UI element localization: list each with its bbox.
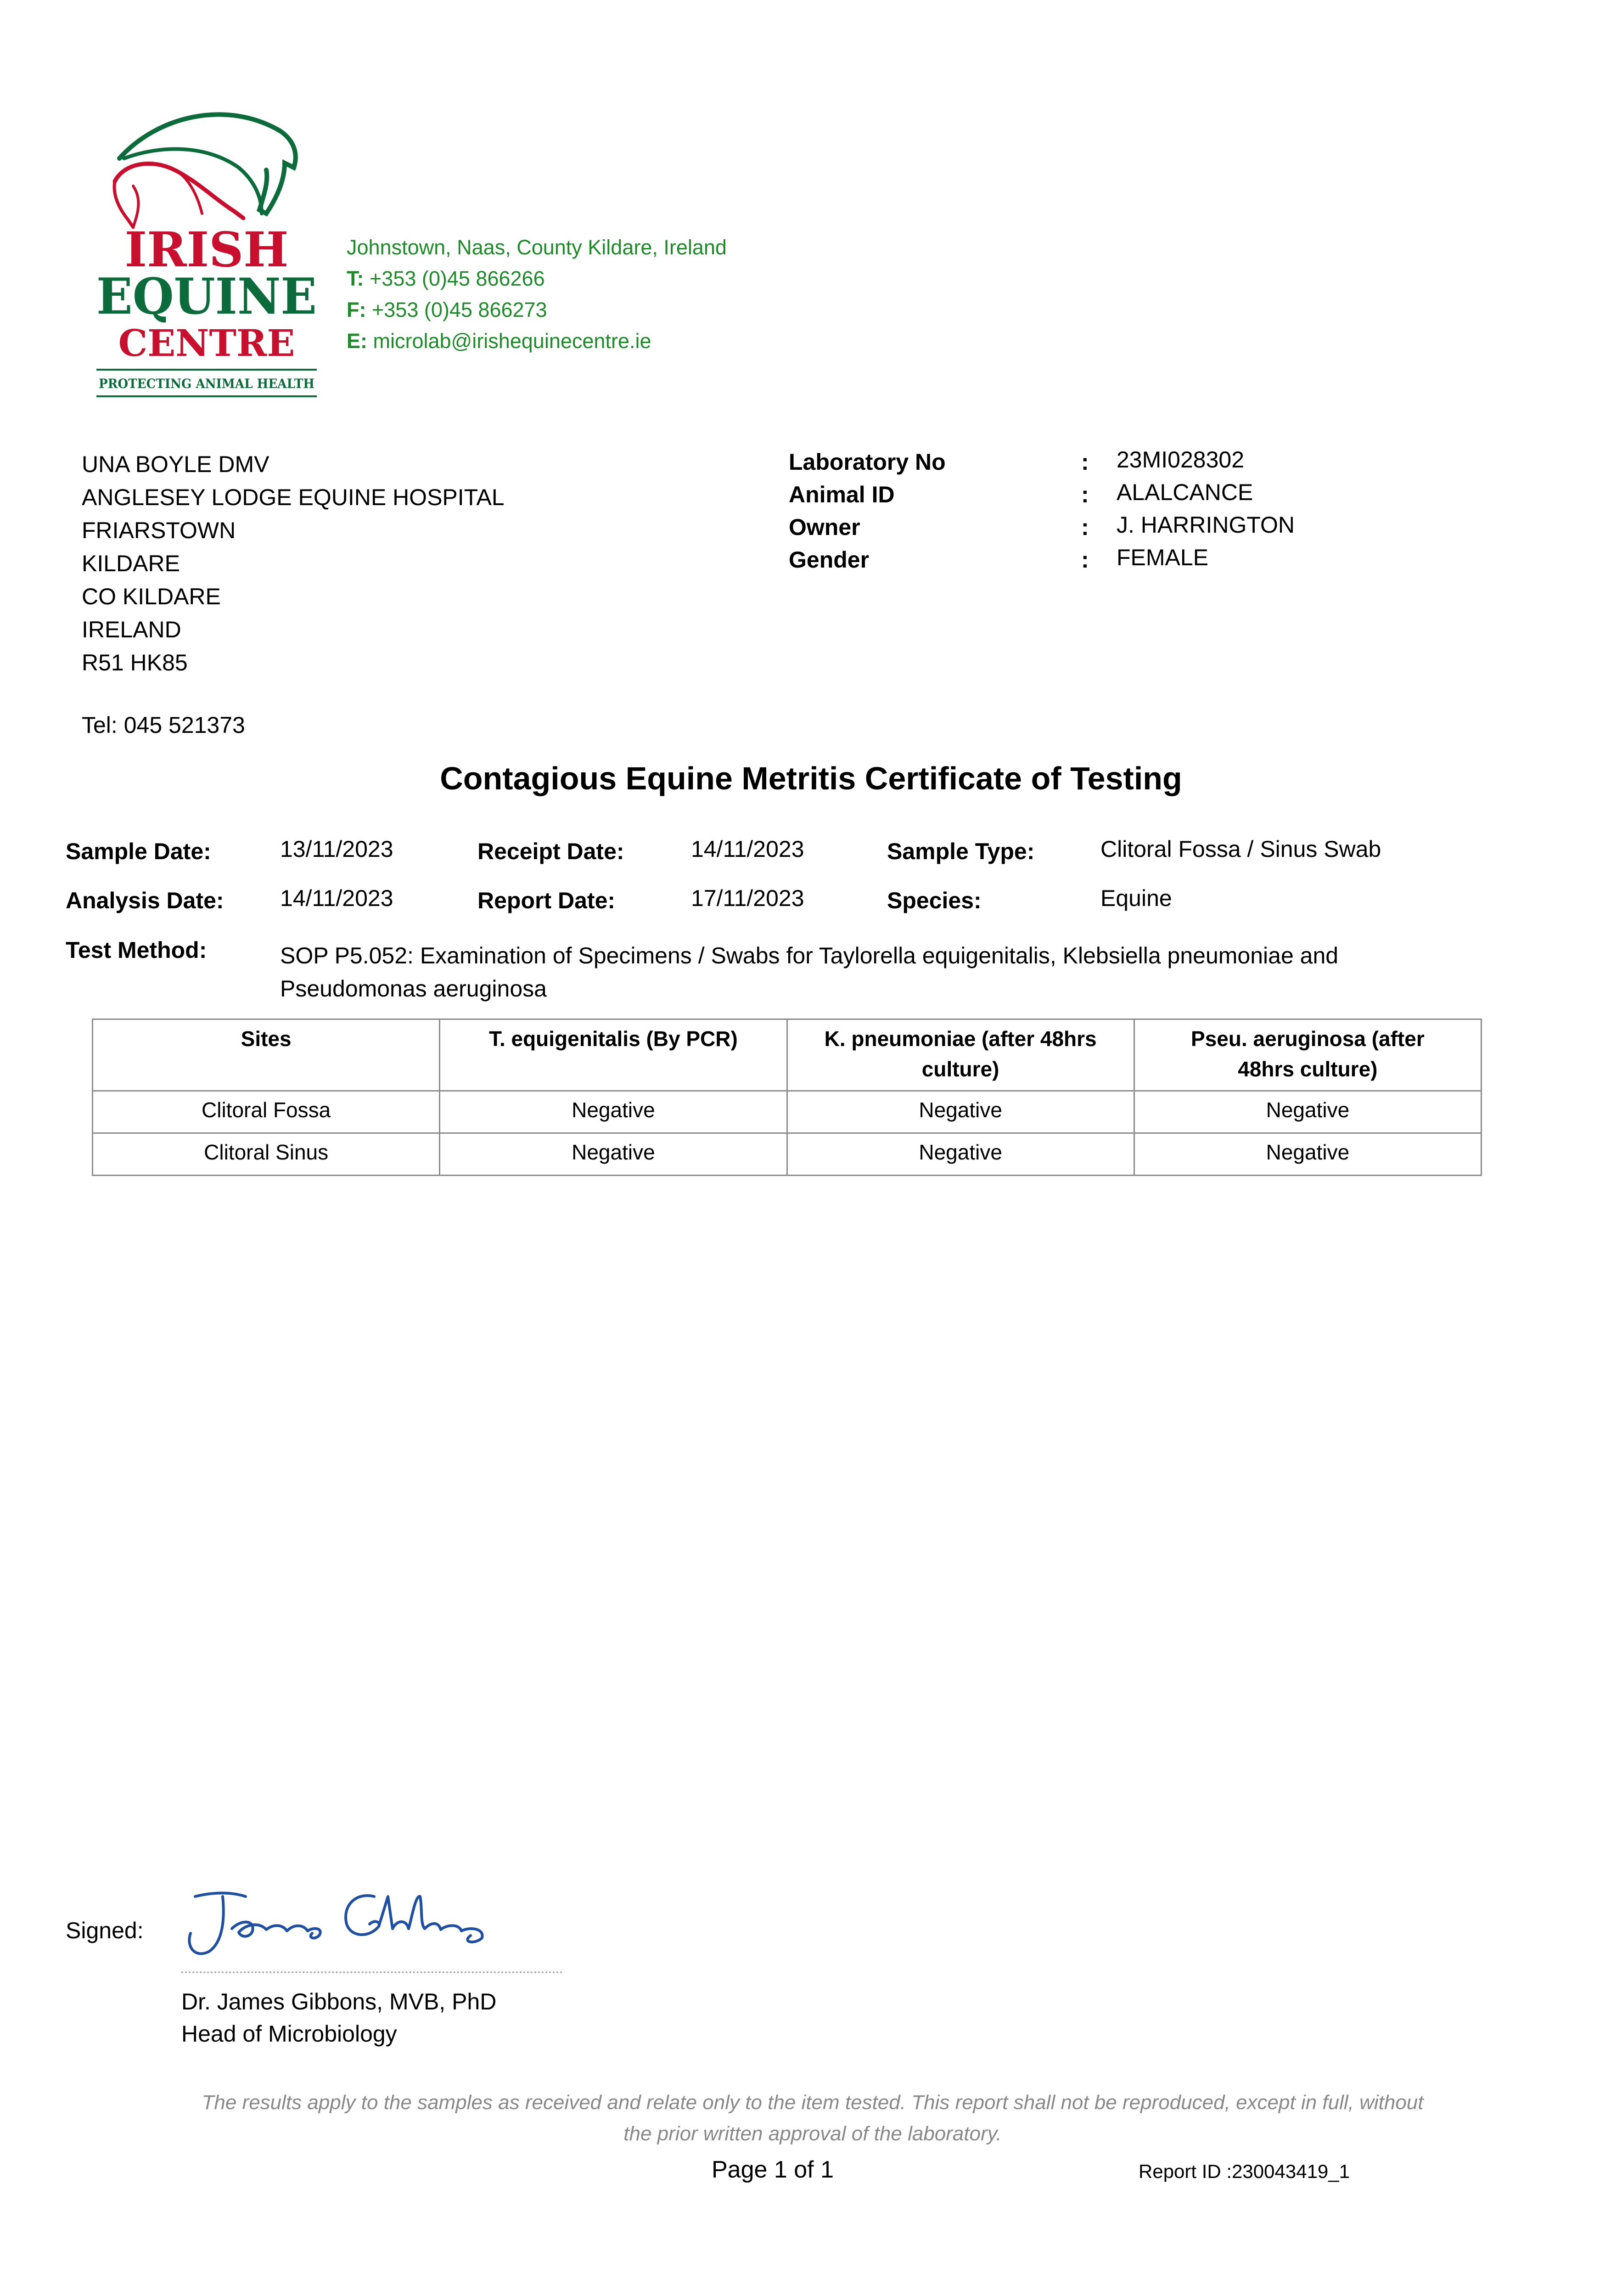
gender-label: Gender bbox=[789, 547, 870, 573]
recipient-line: CO KILDARE bbox=[82, 584, 221, 609]
header-k-pneumoniae-line: K. pneumoniae (after 48hrs bbox=[824, 1027, 1097, 1051]
lab-address: Johnstown, Naas, County Kildare, Ireland bbox=[347, 236, 727, 259]
species-label: Species: bbox=[887, 888, 982, 913]
header-k-pneumoniae bbox=[787, 1019, 1134, 1091]
logo-line3: CENTRE bbox=[118, 321, 295, 365]
species-value: Equine bbox=[1100, 885, 1172, 911]
lab-no-value: 23MI028302 bbox=[1117, 447, 1245, 473]
analysis-date-value: 14/11/2023 bbox=[280, 885, 393, 911]
receipt-date-label: Receipt Date: bbox=[477, 838, 624, 864]
lab-fax: +353 (0)45 866273 bbox=[372, 298, 547, 321]
fax-label: F: bbox=[347, 298, 366, 321]
recipient-line: R51 HK85 bbox=[82, 650, 188, 675]
irish-equine-centre-logo bbox=[87, 90, 326, 406]
lab-email-line bbox=[347, 326, 727, 357]
recipient-line: UNA BOYLE DMV bbox=[82, 451, 269, 477]
report-date-label: Report Date: bbox=[477, 888, 616, 913]
disclaimer bbox=[133, 2087, 1492, 2150]
lab-contact-block bbox=[347, 232, 727, 357]
cell-t-equigenitalis: Negative bbox=[440, 1133, 787, 1176]
lab-phone-line bbox=[347, 263, 727, 294]
signature-line bbox=[181, 1971, 562, 1973]
test-method-label: Test Method: bbox=[66, 937, 207, 963]
header-p-aeruginosa-line: 48hrs culture) bbox=[1238, 1057, 1378, 1081]
receipt-date-value: 14/11/2023 bbox=[691, 836, 804, 862]
results-table bbox=[92, 1019, 1482, 1176]
recipient-line: KILDARE bbox=[82, 551, 180, 576]
signer-name: Dr. James Gibbons, MVB, PhD bbox=[181, 1989, 497, 2015]
sample-type-label: Sample Type: bbox=[887, 838, 1035, 864]
cell-site: Clitoral Sinus bbox=[93, 1133, 440, 1176]
email-label: E: bbox=[347, 329, 367, 353]
header-sites: Sites bbox=[93, 1019, 440, 1091]
sample-date-label: Sample Date: bbox=[66, 838, 211, 864]
table-header-row bbox=[93, 1019, 1482, 1091]
header-p-aeruginosa bbox=[1134, 1019, 1481, 1091]
recipient-tel: Tel: 045 521373 bbox=[82, 712, 245, 738]
test-method-line: SOP P5.052: Examination of Specimens / Swabs for Taylorella equigenitalis, Klebsiella pneumoniae and bbox=[280, 943, 1339, 968]
lab-no-label: Laboratory No bbox=[789, 449, 946, 475]
sample-date-value: 13/11/2023 bbox=[280, 836, 393, 862]
header-p-aeruginosa-line: Pseu. aeruginosa (after bbox=[1191, 1027, 1425, 1051]
page-number: Page 1 of 1 bbox=[712, 2156, 834, 2183]
disclaimer-line: The results apply to the samples as received and relate only to the item tested. This report shall not be reproduced, except in full, without bbox=[202, 2091, 1424, 2114]
lab-email: microlab@irishequinecentre.ie bbox=[373, 329, 651, 353]
recipient-address bbox=[82, 448, 505, 679]
table-row bbox=[93, 1091, 1482, 1133]
cell-k-pneumoniae: Negative bbox=[787, 1133, 1134, 1176]
animal-id-label: Animal ID bbox=[789, 482, 895, 507]
certificate-title: Contagious Equine Metritis Certificate of Testing bbox=[440, 760, 1182, 796]
cell-p-aeruginosa: Negative bbox=[1134, 1091, 1481, 1133]
disclaimer-line: the prior written approval of the laboratory. bbox=[623, 2122, 1002, 2145]
phone-label: T: bbox=[347, 267, 364, 290]
animal-id-value: ALALCANCE bbox=[1117, 479, 1253, 505]
gender-colon: : bbox=[1081, 547, 1089, 573]
owner-value: J. HARRINGTON bbox=[1117, 512, 1295, 538]
owner-label: Owner bbox=[789, 514, 860, 540]
handwritten-signature bbox=[177, 1878, 507, 1970]
sample-type-value: Clitoral Fossa / Sinus Swab bbox=[1100, 836, 1381, 862]
recipient-line: FRIARSTOWN bbox=[82, 518, 236, 543]
signer-title: Head of Microbiology bbox=[181, 2021, 397, 2047]
owner-colon: : bbox=[1081, 514, 1089, 540]
test-method-line: Pseudomonas aeruginosa bbox=[280, 976, 547, 1002]
analysis-date-label: Analysis Date: bbox=[66, 888, 224, 913]
lab-phone: +353 (0)45 866266 bbox=[370, 267, 545, 290]
cell-t-equigenitalis: Negative bbox=[440, 1091, 787, 1133]
cell-p-aeruginosa: Negative bbox=[1134, 1133, 1481, 1176]
signed-label: Signed: bbox=[66, 1918, 144, 1943]
recipient-line: ANGLESEY LODGE EQUINE HOSPITAL bbox=[82, 484, 505, 510]
table-row bbox=[93, 1133, 1482, 1176]
logo-line1: IRISH bbox=[124, 221, 289, 278]
animal-id-colon: : bbox=[1081, 482, 1089, 507]
cell-site: Clitoral Fossa bbox=[93, 1091, 440, 1133]
cell-k-pneumoniae: Negative bbox=[787, 1091, 1134, 1133]
report-date-value: 17/11/2023 bbox=[691, 885, 804, 911]
recipient-line: IRELAND bbox=[82, 617, 181, 642]
lab-fax-line bbox=[347, 294, 727, 326]
test-method-value bbox=[280, 939, 1455, 1005]
header-k-pneumoniae-line: culture) bbox=[921, 1057, 999, 1081]
lab-no-colon: : bbox=[1081, 449, 1089, 475]
gender-value: FEMALE bbox=[1117, 545, 1209, 570]
header-t-equigenitalis: T. equigenitalis (By PCR) bbox=[440, 1019, 787, 1091]
logo-tagline: PROTECTING ANIMAL HEALTH bbox=[99, 376, 314, 391]
report-id: Report ID :230043419_1 bbox=[1139, 2161, 1350, 2182]
logo-line2: EQUINE bbox=[96, 268, 317, 326]
